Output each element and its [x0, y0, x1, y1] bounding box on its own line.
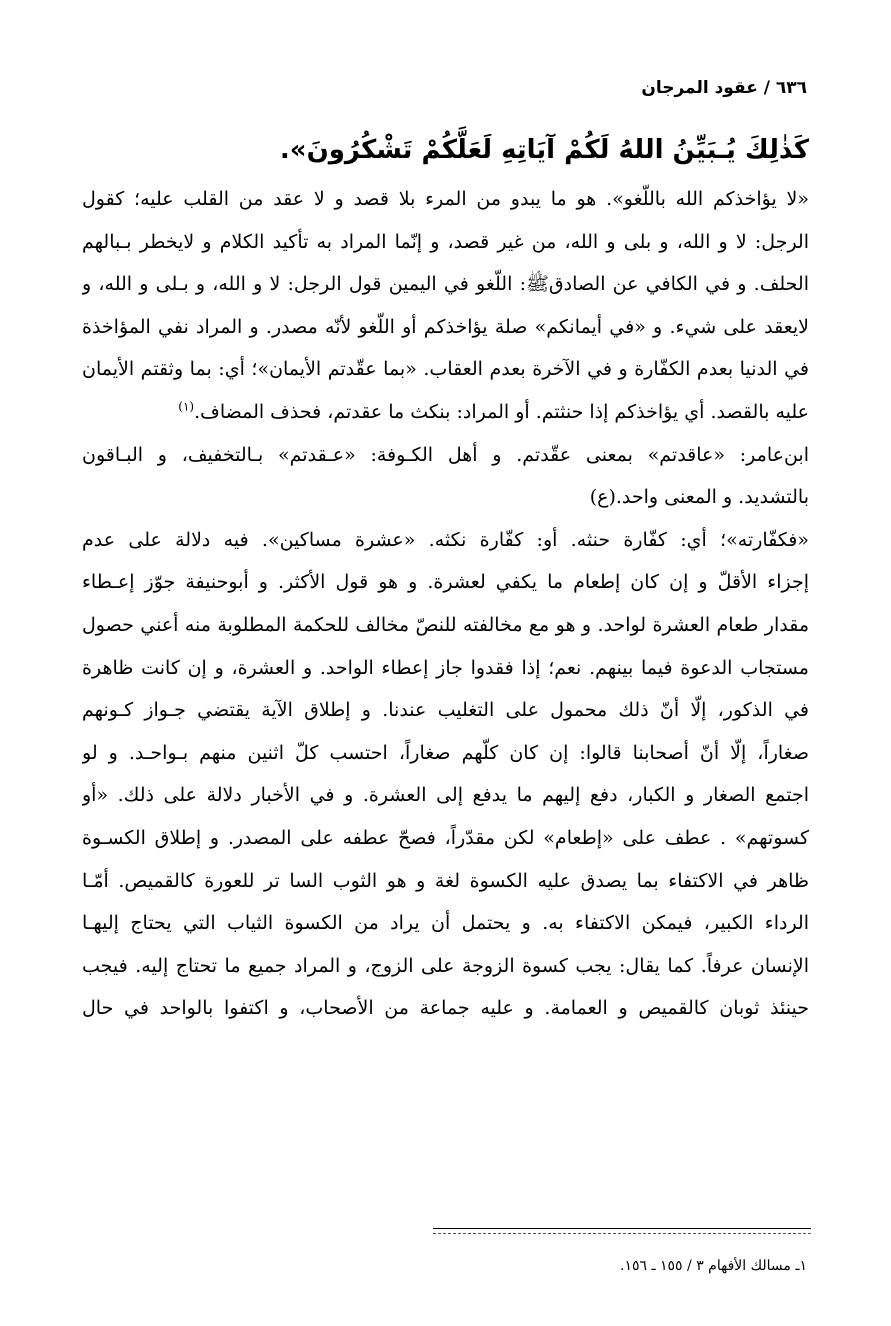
text-line: الإنسان عرفاً. كما يقال: يجب كسوة الزوجة على الزوج، و المراد جميع ما تحتاج إليه. فيجب	[82, 954, 809, 977]
running-head: ٦٣٦ / عقود المرجان	[641, 78, 807, 98]
paragraph-1	[82, 178, 809, 434]
body-text	[82, 178, 809, 1030]
text-line: «لا يؤاخذكم الله باللّغو». هو ما يبدو من المرء بلا قصد و لا عقد من القلب عليه؛ كقول	[82, 188, 809, 210]
text-line: كسوتهم» . عطف على «إطعام» لكن مقدّراً، فصحّ عطفه على المصدر. و إطلاق الكسـوة	[82, 826, 809, 849]
text-line: في الدنيا بعدم الكفّارة و في الآخرة بعدم العقاب. «بما عقّدتم الأيمان»؛ أي: بما وثقتم الأيمان	[82, 358, 809, 381]
footnote-separator-dashed	[433, 1233, 811, 1234]
text-line: عليه بالقصد. أي يؤاخذكم إذا حنثتم. أو المراد: بنكث ما عقدتم، فحذف المضاف.	[194, 400, 809, 423]
footnote: ١ـ مسالك الأفهام ٣ / ١٥٥ ـ ١٥٦.	[619, 1258, 807, 1274]
text-line-with-note	[82, 391, 809, 434]
text-line: ظاهر في الاكتفاء بما يصدق عليه الكسوة لغة و هو الثوب السا تر للعورة كالقميص. أمّـا	[82, 869, 809, 892]
text-line: مقدار طعام العشرة لواحد. و هو مع مخالفته للنصّ مخالف للحكمة المطلوبة منه أعني حصول	[82, 613, 809, 636]
footnote-separator	[433, 1228, 811, 1229]
text-line: الرجل: لا و الله، و بلى و الله، من غير قصد، و إنّما المراد به تأكيد الكلام و لايخطر بـبالهم	[82, 230, 809, 253]
text-line: صغاراً، إلّا أنّ أصحابنا قالوا: إن كان كلّهم صغاراً، احتسب كلّ اثنين منهم بـواحـد. و لو	[82, 741, 809, 764]
text-line: في الذكور، إلّا أنّ ذلك محمول على التغليب عندنا. و إطلاق الآية يقتضي جـواز كـونهم	[82, 699, 809, 722]
text-line: ابن‌عامر: «عاقدتم» بمعنى عقّدتم. و أهل الكـوفة: «عـقدتم» بـالتخفيف، و البـاقون	[82, 443, 809, 466]
text-line: «فكفّارته»؛ أي: كفّارة حنثه. أو: كفّارة نكثه. «عشرة مساكين». فيه دلالة على عدم	[82, 528, 809, 551]
text-line: لايعقد على شيء. و «في أيمانكم» صلة يؤاخذكم أو اللّغو لأنّه مصدر. و المراد نفي المؤاخذة	[82, 315, 809, 338]
text-line: اجتمع الصغار و الكبار، دفع إليهم ما يدفع إلى العشرة. و في الأخبار دلالة على ذلك. «أو	[82, 784, 809, 807]
text-line: الحلف. و في الكافي عن الصادقﷺ: اللّغو في اليمين قول الرجل: لا و الله، و بـلى و الله، و	[82, 273, 809, 296]
footnote-reference[interactable]: (١)	[178, 399, 195, 414]
text-line: الرداء الكبير، فيمكن الاكتفاء به. و يحتمل أن يراد من الكسوة الثياب التي يحتاج إليهـا	[82, 912, 809, 935]
quran-verse: كَذٰلِكَ يُـبَيِّنُ اللهُ لَكُمْ آيَاتِهِ لَعَلَّكُمْ تَشْكُرُونَ».	[279, 135, 809, 165]
paragraph-2	[82, 434, 809, 519]
paragraph-3	[82, 519, 809, 1030]
text-line: إجزاء الأقلّ و إن كان إطعام ما يكفي لعشرة. و هو قول الأكثر. و أبوحنيفة جوّز إعـطاء	[82, 571, 809, 594]
text-line: حينئذ ثوبان كالقميص و العمامة. و عليه جماعة من الأصحاب، و اكتفوا بالواحد في حال	[82, 997, 809, 1020]
text-line: بالتشديد. و المعنى واحد.(ع)	[589, 486, 809, 509]
text-line: مستجاب الدعوة فيما بينهم. نعم؛ إذا فقدوا جاز إعطاء الواحد. و العشرة، و إن كانت ظاهرة	[82, 656, 809, 679]
